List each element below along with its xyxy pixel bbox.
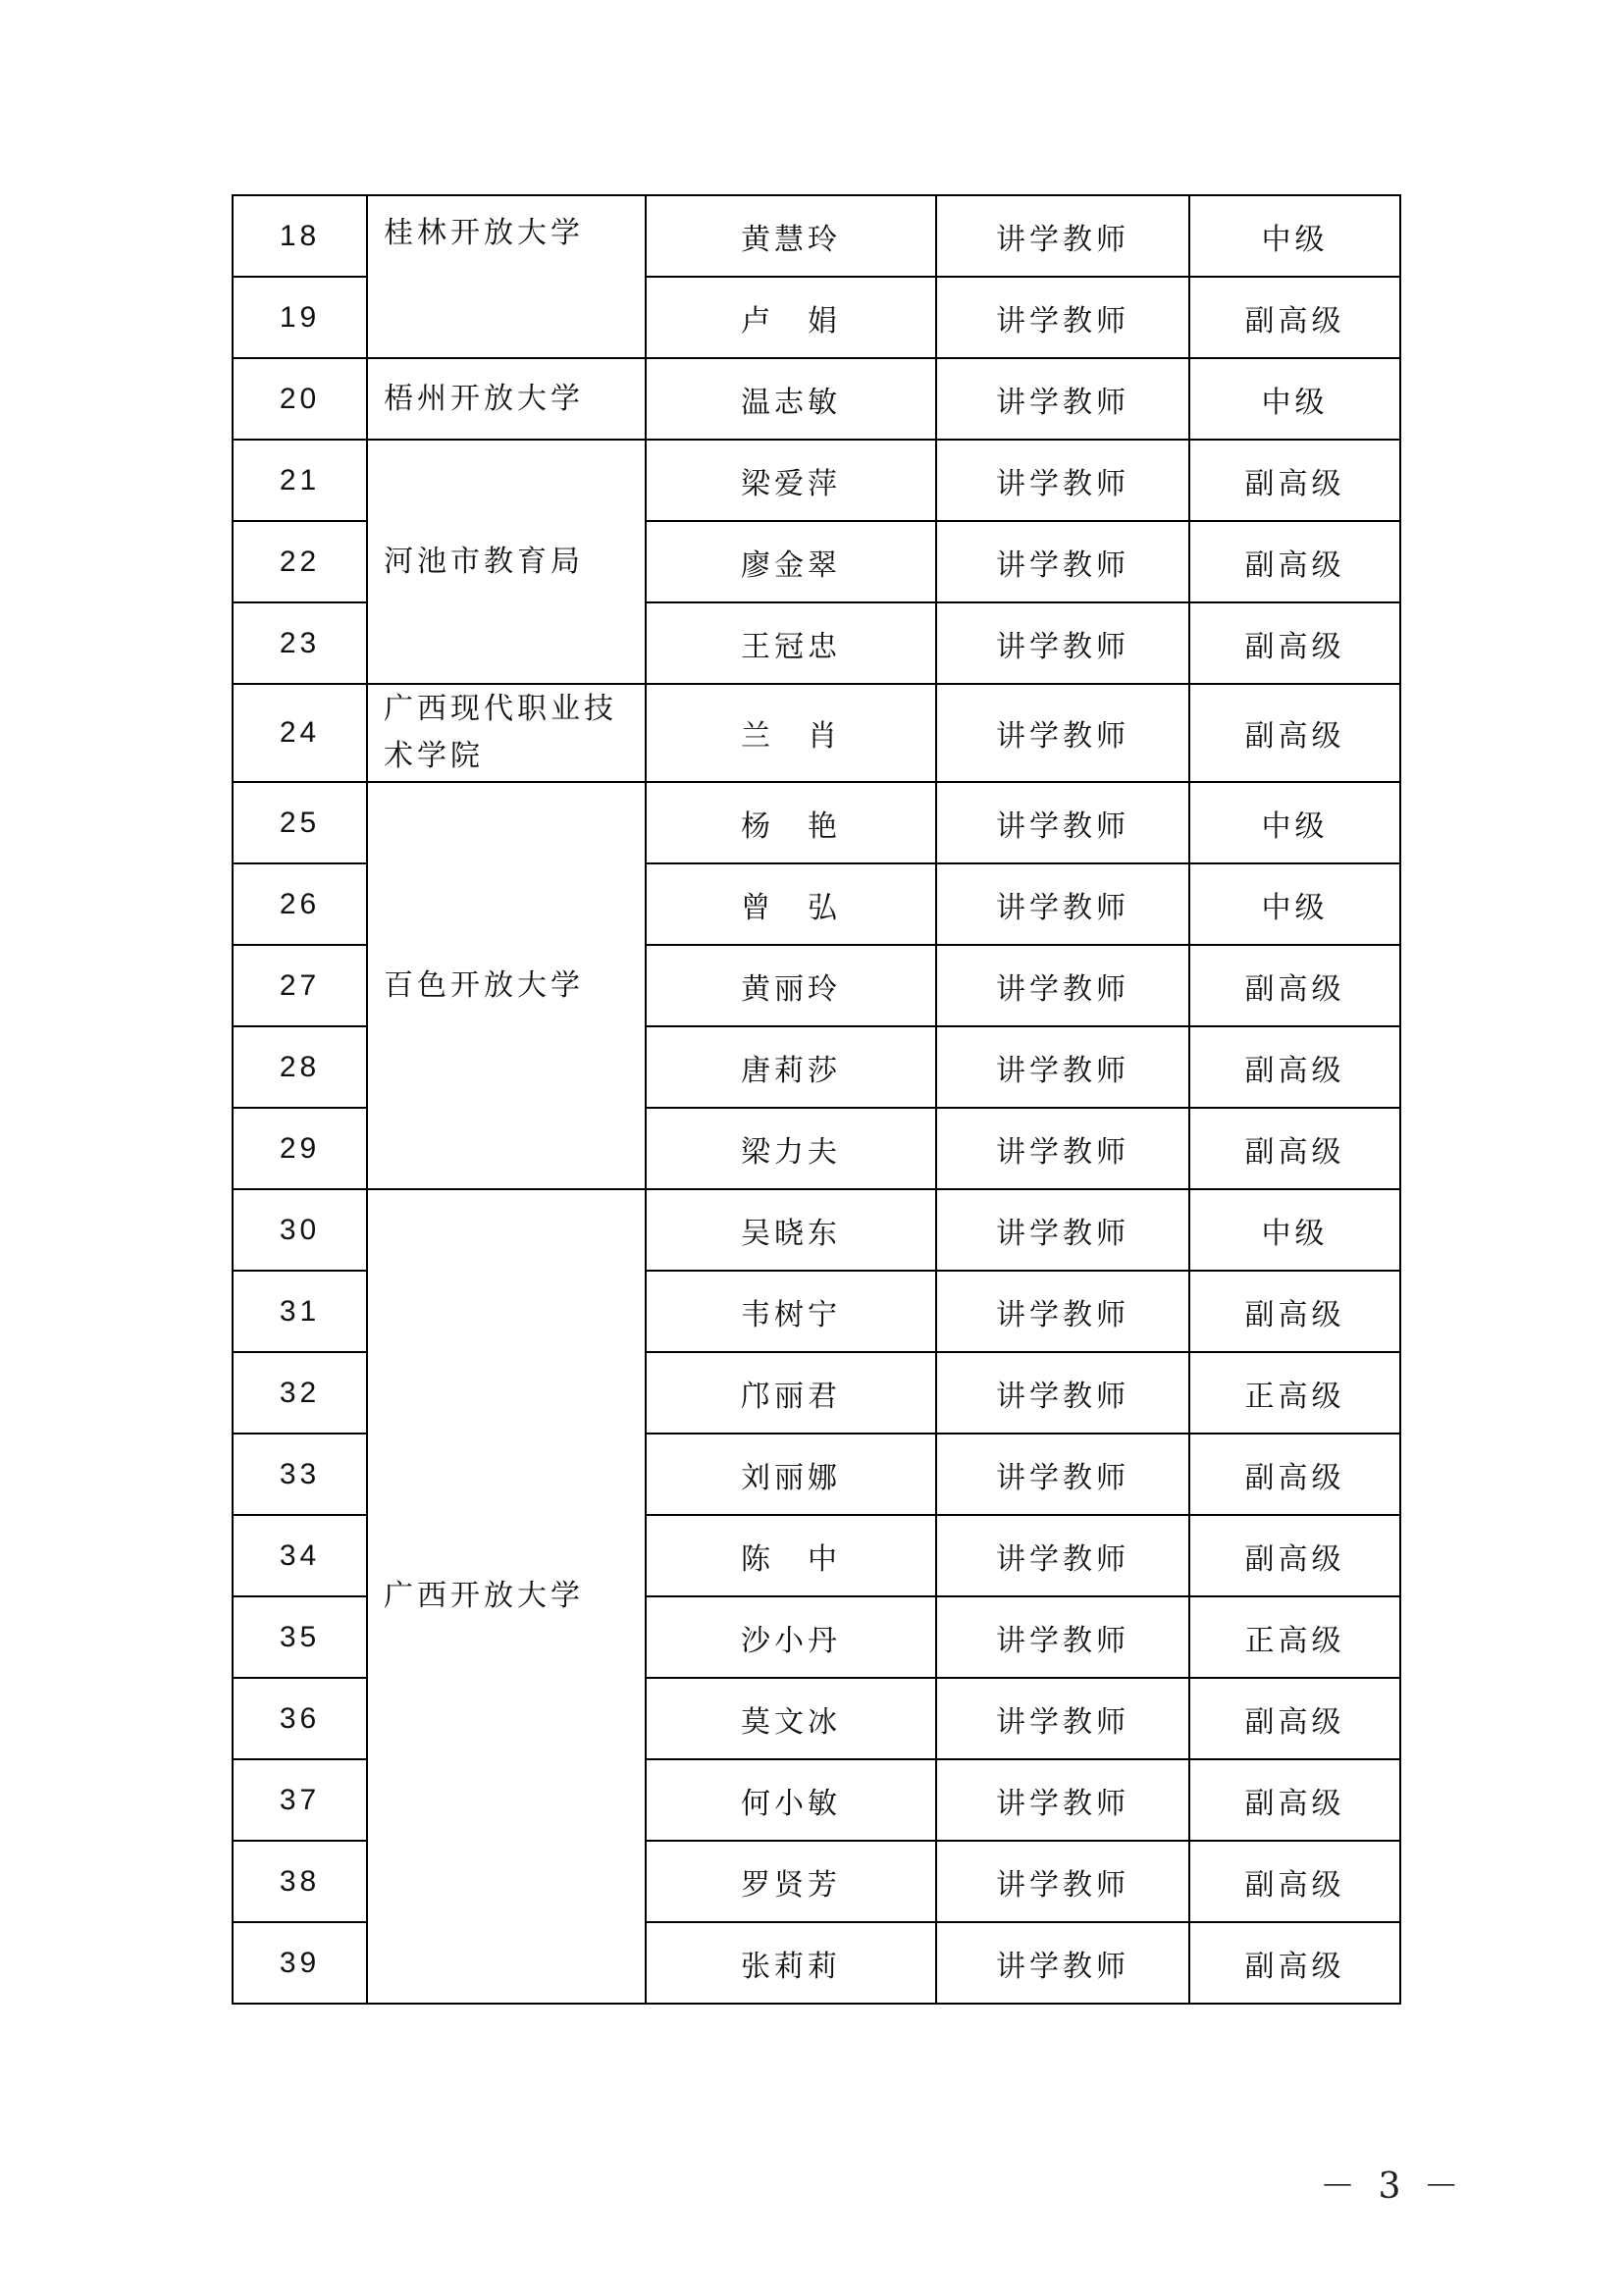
row-number: 32 [233, 1352, 367, 1434]
level-cell: 副高级 [1189, 1515, 1400, 1596]
role-cell: 讲学教师 [936, 1759, 1189, 1841]
role-cell: 讲学教师 [936, 1678, 1189, 1759]
level-cell: 副高级 [1189, 1108, 1400, 1189]
level-cell: 副高级 [1189, 1678, 1400, 1759]
table-row [233, 195, 1400, 277]
unit-cell: 桂林开放大学 [367, 195, 646, 358]
unit-cell: 梧州开放大学 [367, 358, 646, 440]
level-cell: 副高级 [1189, 1026, 1400, 1108]
level-cell: 正高级 [1189, 1596, 1400, 1678]
role-cell: 讲学教师 [936, 1922, 1189, 2004]
name-cell: 陈 中 [646, 1515, 936, 1596]
row-number: 28 [233, 1026, 367, 1108]
name-cell: 梁爱萍 [646, 440, 936, 521]
row-number: 27 [233, 945, 367, 1026]
row-number: 19 [233, 277, 367, 358]
row-number: 33 [233, 1434, 367, 1515]
row-number: 29 [233, 1108, 367, 1189]
personnel-table [232, 194, 1401, 2005]
row-number: 39 [233, 1922, 367, 2004]
role-cell: 讲学教师 [936, 945, 1189, 1026]
name-cell: 莫文冰 [646, 1678, 936, 1759]
name-cell: 梁力夫 [646, 1108, 936, 1189]
level-cell: 中级 [1189, 1189, 1400, 1271]
role-cell: 讲学教师 [936, 1434, 1189, 1515]
table-row [233, 1189, 1400, 1271]
row-number: 21 [233, 440, 367, 521]
unit-cell: 河池市教育局 [367, 440, 646, 684]
name-cell: 邝丽君 [646, 1352, 936, 1434]
name-cell: 罗贤芳 [646, 1841, 936, 1922]
level-cell: 副高级 [1189, 1922, 1400, 2004]
row-number: 23 [233, 602, 367, 684]
name-cell: 廖金翠 [646, 521, 936, 602]
name-cell: 何小敏 [646, 1759, 936, 1841]
role-cell: 讲学教师 [936, 782, 1189, 863]
unit-cell: 广西现代职业技术学院 [367, 684, 646, 782]
level-cell: 副高级 [1189, 602, 1400, 684]
name-cell: 韦树宁 [646, 1271, 936, 1352]
role-cell: 讲学教师 [936, 1352, 1189, 1434]
role-cell: 讲学教师 [936, 440, 1189, 521]
name-cell: 温志敏 [646, 358, 936, 440]
row-number: 31 [233, 1271, 367, 1352]
name-cell: 沙小丹 [646, 1596, 936, 1678]
table-row [233, 782, 1400, 863]
level-cell: 副高级 [1189, 1434, 1400, 1515]
row-number: 36 [233, 1678, 367, 1759]
name-cell: 曾 弘 [646, 863, 936, 945]
role-cell: 讲学教师 [936, 1026, 1189, 1108]
unit-cell: 百色开放大学 [367, 782, 646, 1189]
role-cell: 讲学教师 [936, 1841, 1189, 1922]
row-number: 20 [233, 358, 367, 440]
level-cell: 中级 [1189, 195, 1400, 277]
level-cell: 副高级 [1189, 1841, 1400, 1922]
row-number: 37 [233, 1759, 367, 1841]
role-cell: 讲学教师 [936, 863, 1189, 945]
level-cell: 副高级 [1189, 440, 1400, 521]
level-cell: 副高级 [1189, 277, 1400, 358]
level-cell: 副高级 [1189, 521, 1400, 602]
role-cell: 讲学教师 [936, 277, 1189, 358]
role-cell: 讲学教师 [936, 358, 1189, 440]
table-row [233, 684, 1400, 782]
role-cell: 讲学教师 [936, 602, 1189, 684]
row-number: 30 [233, 1189, 367, 1271]
name-cell: 唐莉莎 [646, 1026, 936, 1108]
page-number: － 3 － [1320, 2166, 1465, 2207]
level-cell: 副高级 [1189, 1271, 1400, 1352]
table-row [233, 440, 1400, 521]
unit-cell: 广西开放大学 [367, 1189, 646, 2004]
level-cell: 中级 [1189, 358, 1400, 440]
level-cell: 副高级 [1189, 945, 1400, 1026]
name-cell: 王冠忠 [646, 602, 936, 684]
row-number: 24 [233, 684, 367, 782]
row-number: 26 [233, 863, 367, 945]
name-cell: 黄慧玲 [646, 195, 936, 277]
role-cell: 讲学教师 [936, 1515, 1189, 1596]
level-cell: 副高级 [1189, 1759, 1400, 1841]
row-number: 34 [233, 1515, 367, 1596]
role-cell: 讲学教师 [936, 1271, 1189, 1352]
name-cell: 杨 艳 [646, 782, 936, 863]
role-cell: 讲学教师 [936, 1596, 1189, 1678]
level-cell: 副高级 [1189, 684, 1400, 782]
level-cell: 正高级 [1189, 1352, 1400, 1434]
row-number: 35 [233, 1596, 367, 1678]
row-number: 18 [233, 195, 367, 277]
name-cell: 卢 娟 [646, 277, 936, 358]
role-cell: 讲学教师 [936, 1189, 1189, 1271]
name-cell: 吴晓东 [646, 1189, 936, 1271]
role-cell: 讲学教师 [936, 1108, 1189, 1189]
table-row [233, 358, 1400, 440]
row-number: 22 [233, 521, 367, 602]
role-cell: 讲学教师 [936, 521, 1189, 602]
role-cell: 讲学教师 [936, 684, 1189, 782]
name-cell: 张莉莉 [646, 1922, 936, 2004]
name-cell: 黄丽玲 [646, 945, 936, 1026]
name-cell: 刘丽娜 [646, 1434, 936, 1515]
name-cell: 兰 肖 [646, 684, 936, 782]
role-cell: 讲学教师 [936, 195, 1189, 277]
level-cell: 中级 [1189, 863, 1400, 945]
row-number: 25 [233, 782, 367, 863]
level-cell: 中级 [1189, 782, 1400, 863]
row-number: 38 [233, 1841, 367, 1922]
